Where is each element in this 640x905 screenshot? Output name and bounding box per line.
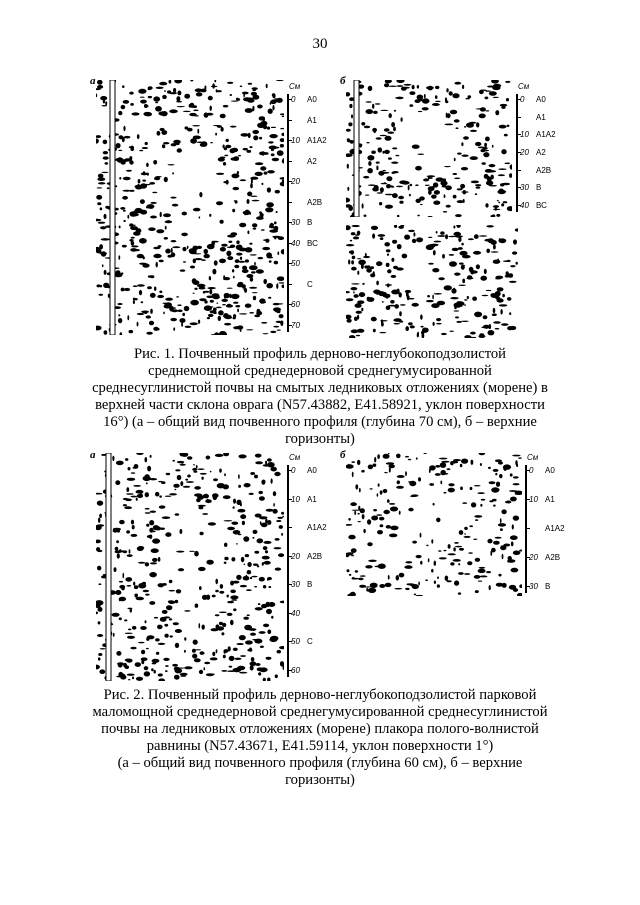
caption-line: среднемощной среднедерновой среднегумусированной: [148, 363, 492, 379]
depth-value: 20: [291, 551, 300, 561]
depth-mark: [516, 129, 576, 141]
fig2-caption: [80, 687, 560, 789]
depth-value: 10: [529, 495, 538, 504]
caption-line: равнины (N57.43671, E41.59114, уклон поверхности 1°): [146, 738, 494, 754]
depth-mark: [516, 112, 576, 124]
depth-value: 60: [291, 666, 300, 675]
depth-mark: [287, 94, 347, 106]
depth-mark: [287, 258, 347, 270]
fig2-depth-scale-a: [287, 453, 347, 677]
horizon-label: ВС: [307, 238, 318, 248]
depth-value: 20: [529, 553, 538, 562]
horizon-label: В: [536, 183, 542, 193]
depth-mark: [287, 299, 347, 311]
caption-line: (а – общий вид почвенного профиля (глубина 60 см), б – верхние: [117, 755, 523, 771]
fig1-caption: [80, 346, 560, 448]
tick: [287, 202, 292, 203]
tick: [287, 527, 292, 528]
fig2-depth-scale-b: [525, 453, 585, 593]
horizon-label: А2В: [545, 553, 561, 562]
depth-value: 40: [291, 608, 300, 618]
depth-mark: [287, 494, 347, 506]
tick: [287, 284, 292, 285]
fig1-depth-scale-b: [516, 82, 576, 212]
depth-mark: [287, 197, 347, 209]
depth-value: 50: [291, 259, 300, 269]
depth-mark: [287, 238, 347, 250]
horizon-label: А1А2: [536, 130, 556, 140]
tick: [516, 170, 521, 171]
depth-value: 40: [520, 201, 529, 210]
depth-mark: [525, 552, 585, 564]
depth-value: 10: [291, 494, 300, 504]
tick: [287, 120, 292, 121]
depth-value: 40: [291, 238, 300, 248]
depth-mark: [287, 522, 347, 534]
scale-line: [287, 94, 289, 332]
tick: [287, 161, 292, 162]
depth-mark: [525, 465, 585, 477]
horizon-label: В: [545, 582, 551, 591]
depth-mark: [525, 523, 585, 535]
depth-mark: [516, 200, 576, 212]
page-number: 30: [312, 36, 328, 52]
soil-photo-texture: [346, 225, 518, 338]
horizon-label: В: [307, 580, 313, 590]
depth-value: 10: [520, 130, 529, 140]
caption-line: маломощной среднедерновой среднегумусированной среднесуглинистой: [92, 704, 548, 720]
soil-photo-texture: [96, 80, 284, 335]
depth-mark: [287, 135, 347, 147]
tick: [516, 117, 521, 118]
depth-mark: [287, 465, 347, 477]
horizon-label: А0: [545, 466, 555, 475]
depth-value: 70: [291, 321, 300, 330]
horizon-label: А2В: [307, 551, 323, 561]
depth-mark: [287, 551, 347, 563]
horizon-label: С: [307, 279, 313, 289]
scale-unit-label: См: [289, 453, 301, 462]
fig1-panel-b-label: б: [340, 75, 346, 87]
fig2-panel-b-label: б: [340, 449, 346, 461]
horizon-label: А2: [307, 156, 317, 166]
scale-unit-label: См: [527, 453, 539, 462]
fig1-photo-b-top: [346, 80, 512, 217]
depth-mark: [287, 608, 347, 620]
horizon-label: А2В: [536, 165, 552, 175]
fig2-photo-b: [346, 453, 522, 596]
depth-mark: [287, 115, 347, 127]
caption-line: Рис. 1. Почвенный профиль дерново-неглубокоподзолистой: [134, 346, 506, 362]
caption-line: верхней части склона оврага (N57.43882, E41.58921, уклон поверхности: [95, 397, 545, 413]
depth-mark: [516, 94, 576, 106]
fig1-photo-a: [96, 80, 284, 335]
horizon-label: А1А2: [307, 523, 327, 533]
horizon-label: А2: [536, 148, 546, 157]
scale-unit-label: См: [518, 82, 530, 91]
horizon-label: В: [307, 218, 313, 228]
depth-mark: [287, 176, 347, 188]
depth-value: 30: [291, 218, 300, 228]
soil-photo-texture: [346, 453, 522, 596]
depth-mark: [287, 665, 347, 677]
horizon-label: А1: [545, 495, 555, 504]
depth-value: 0: [529, 466, 534, 475]
depth-mark: [287, 156, 347, 168]
fig1-depth-scale-a: [287, 82, 347, 332]
depth-mark: [287, 320, 347, 332]
depth-mark: [287, 636, 347, 648]
depth-value: 30: [520, 183, 529, 193]
depth-mark: [516, 165, 576, 177]
depth-value: 30: [529, 582, 538, 591]
fig2-panel-a-label: а: [90, 449, 96, 461]
depth-mark: [525, 581, 585, 593]
caption-line: 16°) (а – общий вид почвенного профиля (глубина 70 см), б – верхние: [103, 414, 537, 430]
depth-value: 0: [291, 466, 296, 475]
depth-value: 10: [291, 136, 300, 146]
depth-mark: [516, 182, 576, 194]
depth-value: 20: [291, 177, 300, 187]
depth-value: 30: [291, 580, 300, 590]
depth-value: 60: [291, 300, 300, 310]
depth-value: 20: [520, 148, 529, 157]
depth-mark: [287, 279, 347, 291]
fig1-panel-a-label: а: [90, 75, 96, 87]
caption-line: среднесуглинистой почвы на смытых ледниковых отложениях (морене) в: [92, 380, 548, 396]
tick: [525, 528, 530, 529]
horizon-label: ВС: [536, 201, 547, 210]
horizon-label: А0: [307, 95, 317, 104]
fig1-photo-b-bottom: [346, 225, 518, 338]
fig2-photo-a: [96, 453, 284, 681]
depth-value: 0: [291, 95, 296, 104]
soil-photo-texture: [96, 453, 284, 681]
caption-line: Рис. 2. Почвенный профиль дерново-неглубокоподзолистой парковой: [103, 687, 537, 703]
horizon-label: А2В: [307, 197, 323, 207]
horizon-label: А1А2: [307, 136, 327, 146]
scale-unit-label: См: [289, 82, 301, 91]
horizon-label: А1: [307, 115, 317, 125]
depth-mark: [516, 147, 576, 159]
depth-mark: [525, 494, 585, 506]
depth-mark: [287, 579, 347, 591]
depth-value: 0: [520, 95, 525, 104]
horizon-label: А1: [307, 494, 317, 504]
caption-line: горизонты): [285, 431, 355, 447]
caption-line: горизонты): [285, 772, 355, 788]
caption-line: почвы на ледниковых отложениях (морене) плакора полого-волнистой: [101, 721, 539, 737]
horizon-label: А1А2: [545, 524, 565, 533]
horizon-label: С: [307, 637, 313, 647]
depth-mark: [287, 217, 347, 229]
depth-value: 50: [291, 637, 300, 647]
horizon-label: А0: [536, 95, 546, 104]
horizon-label: А0: [307, 466, 317, 475]
horizon-label: А1: [536, 112, 546, 122]
soil-photo-texture: [346, 80, 512, 217]
